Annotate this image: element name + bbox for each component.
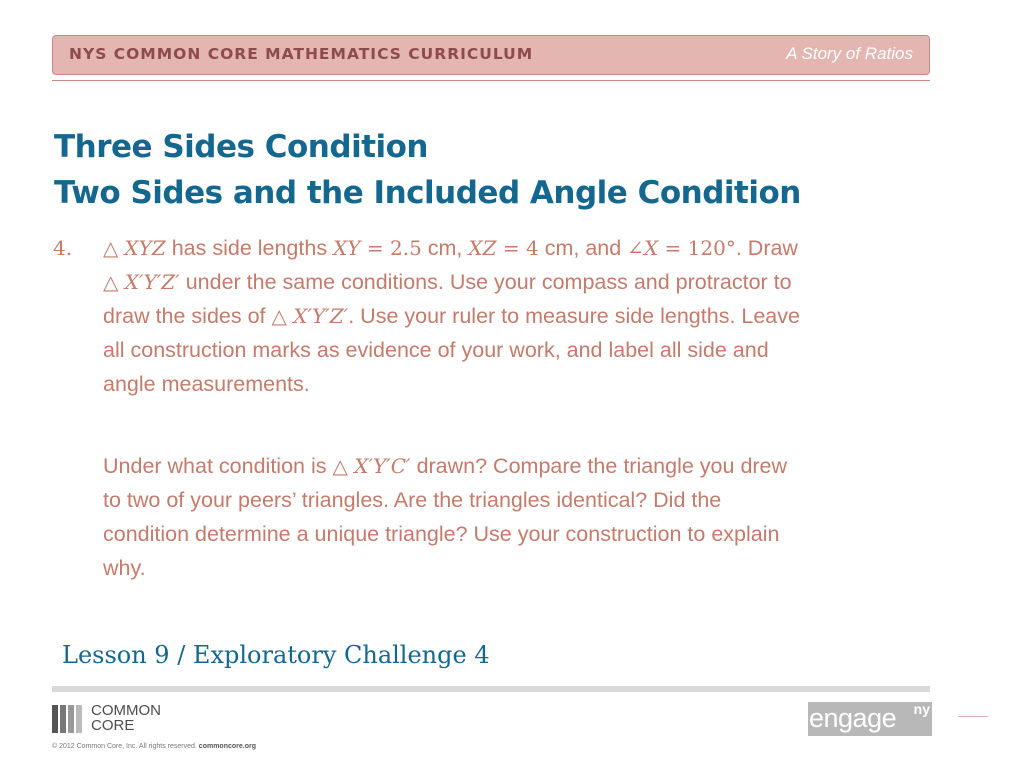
common-core-logo-icon xyxy=(52,705,88,733)
curriculum-name: NYS COMMON CORE MATHEMATICS CURRICULUM xyxy=(69,45,534,63)
math-x: X xyxy=(643,236,659,260)
common-core-logo-text xyxy=(91,703,161,733)
math-xyc-prime: X′Y′C′ xyxy=(354,454,411,478)
math-xyz-prime: X′Y′Z′ xyxy=(293,304,349,328)
engage-logo-superscript: ny xyxy=(913,701,930,717)
triangle-symbol: △ xyxy=(332,454,355,478)
text: . Use your ruler to measure side lengths. Leave xyxy=(348,304,800,328)
copyright-notice xyxy=(52,743,256,750)
problem-paragraph-1 xyxy=(103,231,973,401)
text: cm, and xyxy=(538,236,628,260)
text: . Draw xyxy=(735,236,798,260)
decorative-tick xyxy=(958,716,988,717)
slide-title-line-2: Two Sides and the Included Angle Condition xyxy=(54,175,801,211)
text: draw the sides of xyxy=(103,304,272,328)
triangle-symbol: △ xyxy=(103,270,125,294)
math-value-2-5: = 2.5 xyxy=(360,236,422,260)
math-value-120: = 120° xyxy=(658,236,736,260)
angle-symbol: ∠ xyxy=(627,236,644,260)
math-value-4: = 4 xyxy=(496,236,539,260)
text: has side lengths xyxy=(165,236,334,260)
paragraph-1-line-3 xyxy=(103,299,973,333)
math-xy: XY xyxy=(333,236,361,260)
math-xz: XZ xyxy=(468,236,497,260)
problem-paragraph-2 xyxy=(103,449,973,585)
paragraph-2-line-3: condition determine a unique triangle? Use your construction to explain xyxy=(103,522,780,546)
logo-line-1: COMMON xyxy=(91,702,161,719)
text: cm, xyxy=(421,236,469,260)
text: Under what condition is xyxy=(103,454,333,478)
paragraph-1-line-1 xyxy=(103,231,973,265)
commoncore-link[interactable]: commoncore.org xyxy=(198,743,256,750)
engage-logo-text: engage xyxy=(809,703,897,733)
paragraph-1-line-5: angle measurements. xyxy=(103,372,310,396)
story-title: A Story of Ratios xyxy=(786,44,913,63)
paragraph-2-line-4: why. xyxy=(103,556,146,580)
math-xyz-prime: X′Y′Z′ xyxy=(124,270,180,294)
paragraph-2-line-1 xyxy=(103,449,973,483)
curriculum-header-bar xyxy=(52,35,930,75)
copyright-text: © 2012 Common Core, Inc. All rights reserved. xyxy=(52,743,197,750)
math-xyz: XYZ xyxy=(124,236,166,260)
slide-title-line-1: Three Sides Condition xyxy=(54,129,429,165)
text: under the same conditions. Use your compass and protractor to xyxy=(179,270,792,294)
engageny-logo xyxy=(808,702,932,736)
triangle-symbol: △ xyxy=(271,304,294,328)
header-divider xyxy=(52,80,930,81)
logo-line-2: CORE xyxy=(91,717,135,734)
problem-number: 4. xyxy=(53,236,73,260)
triangle-symbol: △ xyxy=(103,236,119,260)
paragraph-2-line-2: to two of your peers’ triangles. Are the triangles identical? Did the xyxy=(103,488,722,512)
paragraph-1-line-2 xyxy=(103,265,973,299)
footer-divider xyxy=(52,686,930,692)
lesson-reference: Lesson 9 / Exploratory Challenge 4 xyxy=(62,641,490,669)
paragraph-1-line-4: all construction marks as evidence of your work, and label all side and xyxy=(103,338,769,362)
text: drawn? Compare the triangle you drew xyxy=(410,454,788,478)
